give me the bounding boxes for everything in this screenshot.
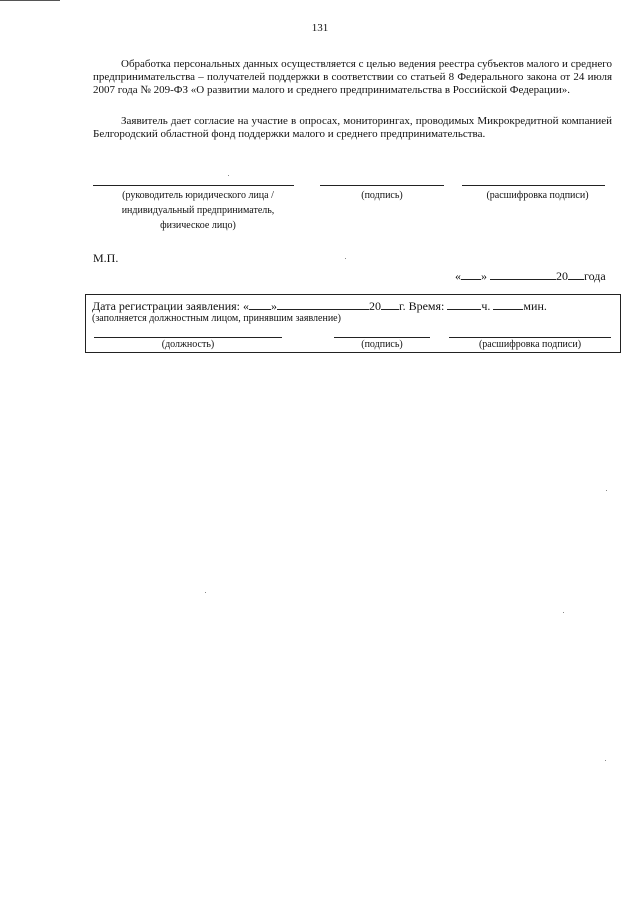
- registration-position-caption: (должность): [161, 339, 215, 350]
- registration-minutes-field[interactable]: [493, 298, 523, 310]
- date-year-field[interactable]: [568, 268, 584, 280]
- registration-position-line[interactable]: [94, 337, 282, 338]
- decoding-caption: (расшифровка подписи): [486, 190, 589, 201]
- signature-caption: (подпись): [361, 190, 403, 201]
- head-signature-line[interactable]: [93, 185, 294, 186]
- registration-minutes-label: мин.: [523, 299, 547, 313]
- scan-speck: [605, 760, 606, 761]
- scan-edge-mark: [0, 0, 60, 1]
- scan-speck: [205, 592, 206, 593]
- date-day-field[interactable]: [461, 268, 481, 280]
- date-close-quote: »: [481, 269, 487, 283]
- date-open-quote: «: [455, 269, 461, 283]
- registration-box: [85, 294, 621, 353]
- stamp-label: М.П.: [93, 251, 119, 265]
- date-year-suffix: года: [584, 269, 606, 283]
- date-month-field[interactable]: [490, 268, 556, 280]
- date-year-prefix: 20: [556, 269, 568, 283]
- scan-speck: [563, 612, 564, 613]
- registration-signature-caption: (подпись): [361, 339, 403, 350]
- decoding-line[interactable]: [462, 185, 605, 186]
- scan-speck: [606, 490, 607, 491]
- page-number: 131: [311, 22, 329, 34]
- registration-decoding-caption: (расшифровка подписи): [478, 339, 582, 350]
- registration-month-field[interactable]: [277, 298, 369, 310]
- scan-speck: [228, 175, 229, 176]
- registration-hours-label: ч.: [481, 299, 491, 313]
- registration-year-field[interactable]: [381, 298, 399, 310]
- registration-note: (заполняется должностным лицом, принявшим заявление): [92, 313, 341, 324]
- registration-signature-line[interactable]: [334, 337, 430, 338]
- head-caption: (руководитель юридического лица /индивидуальный предприниматель, физическое лицо): [121, 190, 275, 231]
- application-date: [455, 268, 606, 284]
- registration-time-label: г. Время:: [399, 299, 445, 313]
- registration-close-quote: »: [271, 299, 278, 313]
- registration-day-field[interactable]: [249, 298, 271, 310]
- registration-decoding-line[interactable]: [449, 337, 611, 338]
- registration-date-line: [92, 298, 547, 314]
- registration-label: Дата регистрации заявления: «: [92, 299, 250, 313]
- paragraph-consent: Заявитель дает согласие на участие в опросах, мониторингах, проводимых Микрокредитной компанией Белгородский областной фонд поддержки малого и среднего предпринимательства.: [93, 115, 612, 140]
- paragraph-purpose: Обработка персональных данных осуществляется с целью ведения реестра субъектов малого и среднего предпринимательства – получателей поддержки в соответствии со статьей 8 Федерального закона от 24 июля 2007 года № 209-ФЗ «О развитии малого и среднего предпринимательства в Российской Федерации».: [93, 58, 612, 96]
- signature-line[interactable]: [320, 185, 444, 186]
- scan-speck: [345, 258, 346, 259]
- registration-hours-field[interactable]: [447, 298, 481, 310]
- registration-year-prefix: 20: [369, 299, 382, 313]
